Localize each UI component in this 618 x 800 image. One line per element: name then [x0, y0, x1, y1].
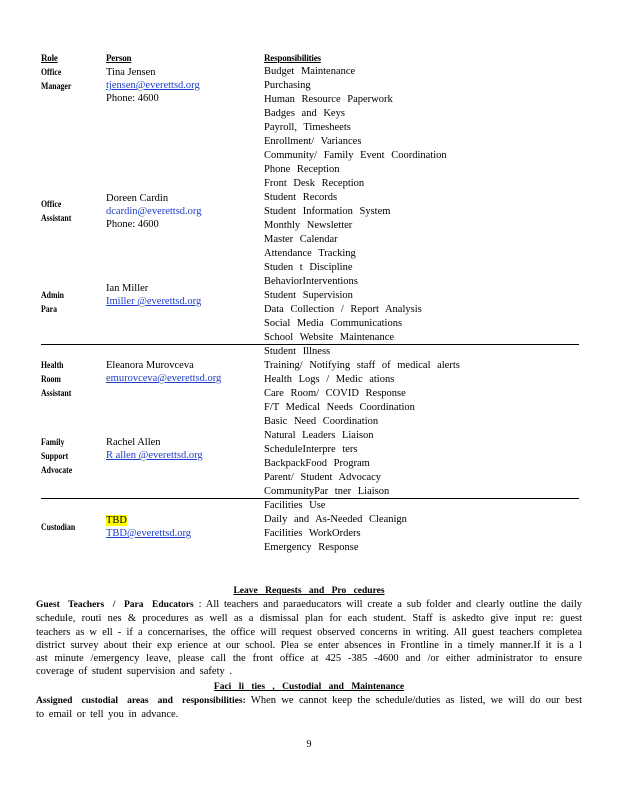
responsibility-item: Attendance Tracking	[264, 248, 356, 259]
person-name: Doreen Cardin	[106, 193, 169, 204]
responsibility-item: Daily and As-Needed Cleanign	[264, 514, 407, 525]
role-label: Custodian	[41, 523, 76, 533]
responsibility-item: Purchasing	[264, 80, 311, 91]
responsibility-item: Facilities WorkOrders	[264, 528, 361, 539]
facilities-title: Faci li ties , Custodial and Maintenance	[213, 682, 405, 692]
responsibility-item: Phone Reception	[264, 164, 340, 175]
responsibility-item: Monthly Newsletter	[264, 220, 353, 231]
responsibilities-list	[264, 345, 460, 429]
responsibility-item: Student Supervision	[264, 290, 353, 301]
person-phone: Phone: 4600	[106, 93, 159, 104]
responsibility-item: Basic Need Coordination	[264, 416, 379, 427]
person-info	[106, 436, 211, 462]
responsibility-item: Payroll, Timesheets	[264, 122, 351, 133]
leave-requests-body: : All teachers and paraeducators will create a sub folder and clearly outline the daily schedule, routi nes & procedures as well as a dismissal plan for each student. Staff is askedto give input re: guest teachers as w ell - if a concernarises, the office will request observed concerns in writing. All guest teachers completea district survey about their exp erience at our school. Plea se enter absences in Frontline in a timely manner.If it is a l ast minute /emergency leave, please call the front office at 425 -385 -4600 and /or either administrator to ensure coverage of student supervision and safety .	[36, 599, 582, 678]
responsibility-item: Parent/ Student Advocacy	[264, 472, 382, 483]
role-label: Office Manager	[41, 68, 72, 92]
responsibility-item: School Website Maintenance	[264, 332, 395, 343]
responsibility-item: Data Collection / Report Analysis	[264, 304, 422, 315]
person-name: Rachel Allen	[106, 437, 161, 448]
responsibility-item: F/T Medical Needs Coordination	[264, 402, 415, 413]
responsibilities-list	[264, 65, 447, 191]
responsibility-item: CommunityPar tner Liaison	[264, 486, 390, 497]
responsibility-item: Enrollment/ Variances	[264, 136, 362, 147]
person-info	[106, 66, 214, 105]
responsibility-item: Front Desk Reception	[264, 178, 365, 189]
person-info	[106, 192, 201, 231]
person-email-link[interactable]: dcardin@everettsd.org	[106, 206, 202, 217]
responsibilities-list	[264, 191, 390, 261]
person-email-link[interactable]: R allen @everettsd.org	[106, 450, 203, 461]
person-info	[106, 514, 203, 540]
responsibility-item: Human Resource Paperwork	[264, 94, 393, 105]
leave-requests-lead: Guest Teachers / Para Educators	[36, 600, 194, 611]
role-label: Admin Para	[41, 291, 64, 315]
responsibility-item: Master Calendar	[264, 234, 338, 245]
responsibility-item: Community/ Family Event Coordination	[264, 150, 447, 161]
person-email-link[interactable]: tjensen@everettsd.org	[106, 80, 200, 91]
person-info	[106, 282, 213, 308]
person-name: Ian Miller	[106, 283, 149, 294]
responsibilities-list	[264, 499, 407, 555]
responsibility-item: Social Media Communications	[264, 318, 403, 329]
responsibility-item: Student Illness	[264, 346, 331, 357]
responsibility-item: ScheduleInterpre ters	[264, 444, 358, 455]
responsibility-item: Badges and Keys	[264, 108, 345, 119]
facilities-paragraph	[36, 694, 582, 721]
person-email-link[interactable]: Imiller @everettsd.org	[106, 296, 202, 307]
responsibility-item: Student Records	[264, 192, 338, 203]
responsibility-item: Budget Maintenance	[264, 66, 356, 77]
person-email-link[interactable]: emurovceva@everettsd.org	[106, 373, 222, 384]
leave-requests-title: Leave Requests and Pro cedures	[233, 586, 385, 596]
responsibility-item: Care Room/ COVID Response	[264, 388, 406, 399]
responsibility-item: Natural Leaders Liaison	[264, 430, 374, 441]
responsibility-item: BackpackFood Program	[264, 458, 370, 469]
leave-requests-paragraph	[36, 598, 582, 678]
person-name-highlighted: TBD	[106, 515, 127, 526]
facilities-body: When we cannot keep the schedule/duties as listed, we will do our best to email or tell you in advance.	[36, 695, 582, 721]
role-label: Office Assistant	[41, 200, 72, 224]
header-responsibilities: Responsibilities	[264, 53, 321, 63]
responsibility-item: Studen t Discipline	[264, 262, 353, 273]
person-name: Tina Jensen	[106, 67, 156, 78]
role-label: Health Room Assistant	[41, 361, 72, 399]
facilities-lead: Assigned custodial areas and responsibilities:	[36, 696, 246, 707]
page-number: 9	[306, 739, 312, 750]
header-person: Person	[106, 53, 132, 63]
responsibility-item: Training/ Notifying staff of medical alerts	[264, 360, 460, 371]
role-label: Family Support Advocate	[41, 438, 73, 476]
responsibility-item: BehaviorInterventions	[264, 276, 358, 287]
leave-requests-section	[36, 585, 582, 678]
person-info	[106, 359, 239, 385]
person-email-link[interactable]: TBD@everettsd.org	[106, 528, 191, 539]
facilities-section	[36, 681, 582, 722]
responsibility-item: Student Information System	[264, 206, 391, 217]
responsibility-item: Health Logs / Medic ations	[264, 374, 395, 385]
header-role: Role	[41, 53, 58, 63]
person-phone: Phone: 4600	[106, 219, 159, 230]
responsibilities-list	[264, 261, 422, 345]
responsibility-item: Emergency Response	[264, 542, 359, 553]
person-name: Eleanora Murovceva	[106, 360, 194, 371]
responsibility-item: Facilities Use	[264, 500, 326, 511]
responsibilities-list	[264, 429, 389, 499]
